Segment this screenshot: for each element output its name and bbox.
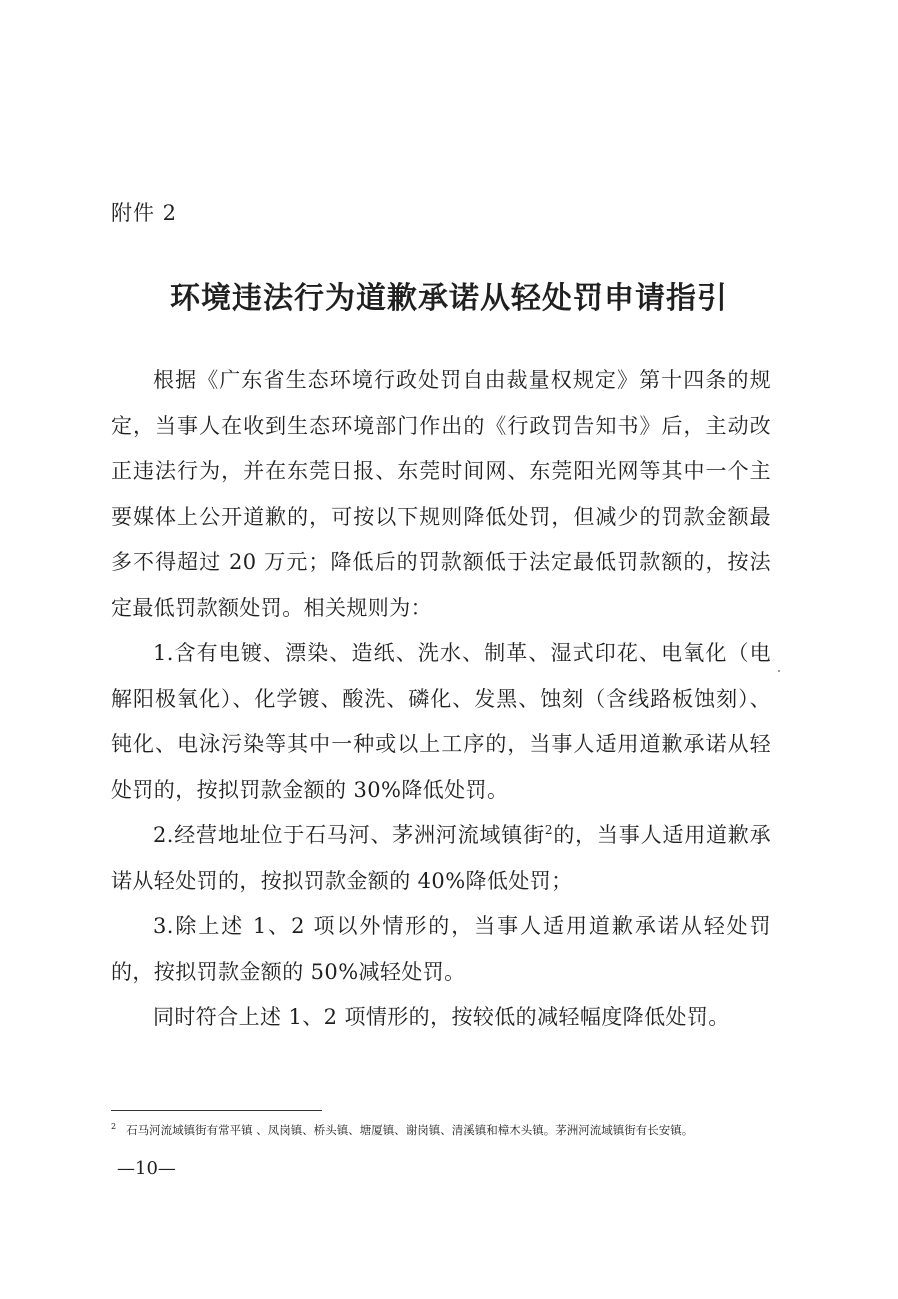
- paragraph-combined-rule: 同时符合上述 1、2 项情形的，按较低的减轻幅度降低处罚。: [153, 1005, 730, 1029]
- scan-artifact-dot: [778, 670, 780, 672]
- paragraph-rule-2: [111, 813, 771, 904]
- document-title: 环境违法行为道歉承诺从轻处罚申请指引: [170, 281, 728, 316]
- paragraph-rule-1: 1.含有电镀、漂染、造纸、洗水、制革、湿式印花、电氧化（电解阳极氧化）、化学镀、酸洗、磷化、发黑、蚀刻（含线路板蚀刻）、钝化、电泳污染等其中一种或以上工序的，当事人适用道歉承诺从轻处罚的，按拟罚款金额的 30%降低处罚。: [111, 641, 771, 802]
- paragraph-rule-3: 3.除上述 1、2 项以外情形的，当事人适用道歉承诺从轻处罚的，按拟罚款金额的 50%减轻处罚。: [111, 914, 771, 984]
- footnote-divider: [111, 1110, 322, 1111]
- document-body: [111, 358, 771, 1041]
- page-number: —10—: [117, 1158, 176, 1179]
- paragraph-legal-basis: 根据《广东省生态环境行政处罚自由裁量权规定》第十四条的规定，当事人在收到生态环境部门作出的《行政罚告知书》后，主动改正违法行为，并在东莞日报、东莞时间网、东莞阳光网等其中一个主要媒体上公开道歉的，可按以下规则降低处罚，但减少的罚款金额最多不得超过 20 万元；降低后的罚款额低于法定最低罚款额的，按法定最低罚款额处罚。相关规则为：: [111, 368, 771, 620]
- rule-2-text-start: 2.经营地址位于石马河、茅洲河流域镇街: [153, 823, 545, 847]
- footnote-reference: 2: [544, 823, 553, 837]
- footnote-text: 石马河流域镇街有常平镇 、凤岗镇、桥头镇、塘厦镇、谢岗镇、清溪镇和樟木头镇。茅洲河流域镇街有长安镇。: [126, 1122, 694, 1137]
- attachment-label: 附件 2: [111, 201, 178, 225]
- footnote: [111, 1118, 771, 1139]
- footnote-mark: 2: [111, 1122, 117, 1131]
- rule-2-text-end: 的，当事人适用道歉承诺从轻处罚的，按拟罚款金额的 40%降低处罚；: [111, 823, 772, 893]
